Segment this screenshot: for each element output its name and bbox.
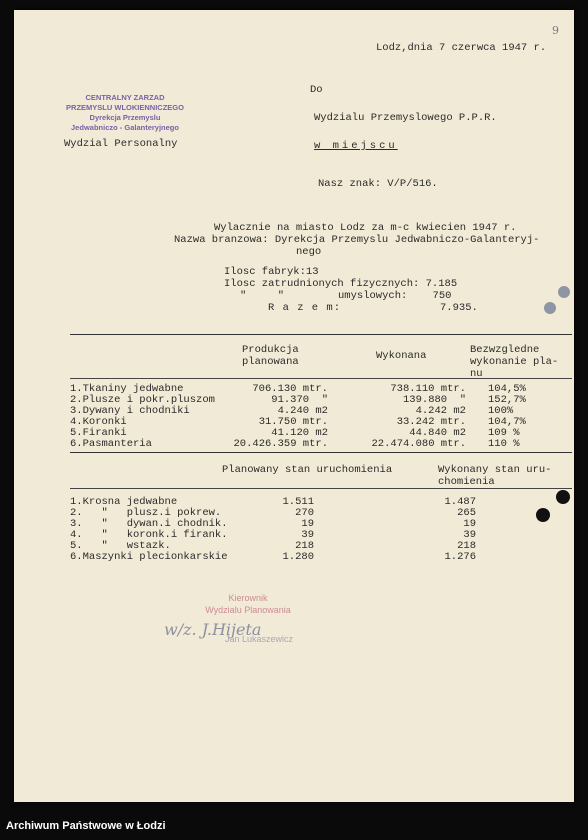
punch-hole <box>558 286 570 298</box>
row-done: 22.474.080 mtr. <box>371 438 466 450</box>
row-done: 19 <box>463 518 476 530</box>
planning-stamp: Kierownik Wydzialu Planowania <box>205 593 291 615</box>
intro-line1: Wylacznie na miasto Lodz za m-c kwiecien 1947 r. <box>214 222 517 234</box>
row-pct: 110 % <box>488 438 520 450</box>
row-pct: 109 % <box>488 427 520 439</box>
mental-prefix: " " <box>240 290 285 302</box>
table1-bottom-rule <box>70 452 572 453</box>
row-planned: 91.370 " <box>271 394 328 406</box>
physical-workers: Ilosc zatrudnionych fizycznych: 7.185 <box>224 278 458 290</box>
row-planned: 270 <box>295 507 314 519</box>
table2-header-rule <box>70 488 572 489</box>
row-planned: 20.426.359 mtr. <box>233 438 328 450</box>
row-planned: 1.511 <box>282 496 314 508</box>
row-planned: 706.130 mtr. <box>252 383 328 395</box>
mental-workers: umyslowych: 750 <box>338 290 452 302</box>
row-name: 5. " wstazk. <box>70 540 171 552</box>
row-done: 33.242 mtr. <box>396 416 466 428</box>
total-value: 7.935. <box>440 302 478 314</box>
table1-header-pct: Bezwzgledne wykonanie pla- nu <box>470 344 559 380</box>
reference: Nasz znak: V/P/516. <box>318 178 438 190</box>
row-planned: 19 <box>301 518 314 530</box>
row-name: 3. " dywan.i chodnik. <box>70 518 228 530</box>
to-label: Do <box>310 84 323 96</box>
row-name: 1.Tkaniny jedwabne <box>70 383 184 395</box>
handwritten-signature: w/z. J.Hijeta <box>164 620 262 639</box>
row-done: 738.110 mtr. <box>390 383 466 395</box>
document-page <box>14 10 574 802</box>
row-done: 265 <box>457 507 476 519</box>
row-name: 3.Dywany i chodniki <box>70 405 190 417</box>
row-done: 218 <box>457 540 476 552</box>
row-done: 139.880 " <box>402 394 466 406</box>
row-pct: 104,7% <box>488 416 526 428</box>
row-planned: 31.750 mtr. <box>258 416 328 428</box>
row-done: 1.487 <box>444 496 476 508</box>
row-name: 2.Plusze i pokr.pluszom <box>70 394 215 406</box>
row-name: 1.Krosna jedwabne <box>70 496 178 508</box>
table1-header-planned: Produkcja planowana <box>242 344 299 368</box>
table1-header-rule <box>70 378 572 379</box>
date-line: Lodz,dnia 7 czerwca 1947 r. <box>376 42 547 54</box>
row-planned: 218 <box>295 540 314 552</box>
table2-header-planned: Planowany stan uruchomienia <box>222 464 393 476</box>
row-planned: 39 <box>301 529 314 541</box>
row-name: 4. " koronk.i firank. <box>70 529 228 541</box>
row-pct: 100% <box>488 405 514 417</box>
row-planned: 1.280 <box>282 551 314 563</box>
intro-line2: Nazwa branzowa: Dyrekcja Przemyslu Jedwabniczo-Galanteryj- <box>174 234 540 246</box>
row-pct: 152,7% <box>488 394 526 406</box>
signer-name: Jan Lukaszewicz <box>224 634 294 644</box>
table1-top-rule <box>70 334 572 335</box>
location: w miejscu <box>314 140 398 152</box>
recipient: Wydzialu Przemyslowego P.P.R. <box>314 112 497 124</box>
row-name: 6.Maszynki plecionkarskie <box>70 551 228 563</box>
row-pct: 104,5% <box>488 383 526 395</box>
department: Wydzial Personalny <box>64 138 178 150</box>
total-label: R a z e m: <box>268 302 342 314</box>
table1-header-done: Wykonana <box>376 350 427 362</box>
row-planned: 4.240 m2 <box>277 405 328 417</box>
punch-hole <box>544 302 556 314</box>
page-number: 9 <box>552 24 559 37</box>
factories-count: Ilosc fabryk:13 <box>224 266 319 278</box>
punch-hole <box>556 490 570 504</box>
row-name: 2. " plusz.i pokrew. <box>70 507 222 519</box>
punch-hole <box>536 508 550 522</box>
intro-line3: nego <box>296 246 322 258</box>
table2-header-done: Wykonany stan uru- chomienia <box>438 464 552 488</box>
row-done: 44.840 m2 <box>409 427 466 439</box>
row-name: 4.Koronki <box>70 416 127 428</box>
row-planned: 41.120 m2 <box>271 427 328 439</box>
row-done: 39 <box>463 529 476 541</box>
row-done: 4.242 m2 <box>415 405 466 417</box>
row-name: 5.Firanki <box>70 427 127 439</box>
archive-name: Archiwum Państwowe w Łodzi <box>6 820 166 832</box>
row-done: 1.276 <box>444 551 476 563</box>
archive-footer <box>0 812 588 840</box>
institution-stamp: CENTRALNY ZARZAD PRZEMYSLU WLOKIENNICZEGO Dyrekcja Przemyslu Jedwabniczo - Galanteryjnego <box>66 93 184 132</box>
row-name: 6.Pasmanteria <box>70 438 152 450</box>
